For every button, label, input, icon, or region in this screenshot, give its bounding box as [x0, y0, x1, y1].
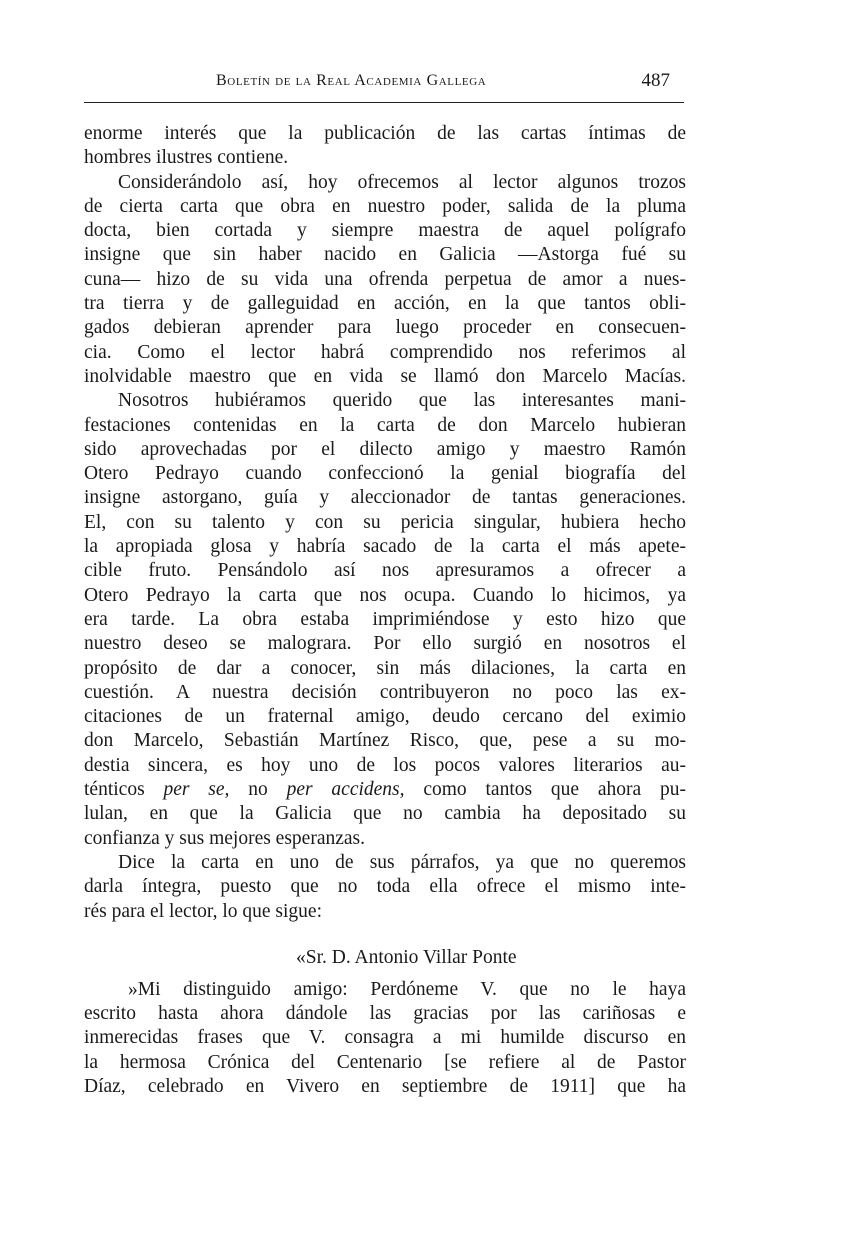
text-line: Considerándolo así, hoy ofrecemos al lector algunos trozos: [118, 171, 686, 193]
text-line: destia sincera, es hoy uno de los pocos valores literarios au-: [84, 754, 686, 776]
text-line: Otero Pedrayo la carta que nos ocupa. Cuando lo hicimos, ya: [84, 584, 686, 606]
text-run: no: [229, 779, 287, 801]
paragraph-4: [84, 851, 686, 924]
text-line: lulan, en que la Galicia que no cambia ha depositado su: [84, 803, 686, 825]
paragraph-1: [84, 122, 686, 171]
paragraph-2: [84, 171, 686, 390]
text-line: confianza y sus mejores esperanzas.: [84, 827, 366, 849]
text-line: rés para el lector, lo que sigue:: [84, 900, 322, 922]
page-number: 487: [641, 70, 670, 91]
text-line: la apropiada glosa y habría sacado de la carta el más apete-: [84, 536, 686, 558]
text-line: festaciones contenidas en la carta de don Marcelo hubieran: [84, 414, 686, 436]
text-line: don Marcelo, Sebastián Martínez Risco, que, pese a su mo-: [84, 730, 686, 752]
text-line: de cierta carta que obra en nuestro poder, salida de la pluma: [84, 195, 686, 217]
text-line: cible fruto. Pensándolo así nos apresuramos a ofrecer a: [84, 560, 686, 582]
text-line: era tarde. La obra estaba imprimiéndose y esto hizo que: [84, 608, 686, 630]
text-line: citaciones de un fraternal amigo, deudo cercano del eximio: [84, 706, 686, 728]
paragraph-3: [84, 389, 686, 851]
text-line: darla íntegra, puesto que no toda ella ofrece el mismo inte-: [84, 876, 686, 898]
text-line: cia. Como el lector habrá comprendido nos referimos al: [84, 341, 686, 363]
text-line: nuestro deseo se malograra. Por ello surgió en nosotros el: [84, 633, 686, 655]
text-line: El, con su talento y con su pericia singular, hubiera hecho: [84, 511, 686, 533]
text-line: gados debieran aprender para luego proceder en consecuen-: [84, 317, 686, 339]
letter-quote: [84, 938, 686, 1099]
text-line: docta, bien cortada y siempre maestra de aquel polígrafo: [84, 220, 686, 242]
text-line-italic-mix: [84, 778, 686, 802]
text-line: insigne que sin haber nacido en Galicia —Astorga fué su: [84, 244, 686, 266]
running-title: Boletín de la Real Academia Gallega: [216, 72, 487, 89]
text-line: tra tierra y de galleguidad en acción, en la que tantos obli-: [84, 293, 686, 315]
text-line: cuna— hizo de su vida una ofrenda perpetua de amor a nues-: [84, 268, 686, 290]
spacer: [84, 924, 686, 938]
text-line: Otero Pedrayo cuando confeccionó la genial biografía del: [84, 463, 686, 485]
letter-salutation: «Sr. D. Antonio Villar Ponte: [296, 946, 517, 968]
text-line: la hermosa Crónica del Centenario [se refiere al de Pastor: [84, 1051, 686, 1073]
text-line: Nosotros hubiéramos querido que las interesantes mani-: [118, 390, 686, 412]
text-line: inolvidable maestro que en vida se llamó don Marcelo Macías.: [84, 365, 686, 387]
text-line: Díaz, celebrado en Vivero en septiembre de 1911] que ha: [84, 1075, 686, 1097]
text-line: insigne astorgano, guía y aleccionador de tantas generaciones.: [84, 487, 686, 509]
text-line: »Mi distinguido amigo: Perdóneme V. que no le haya: [128, 978, 686, 1000]
italic-run: per se,: [163, 779, 230, 801]
body-text: [84, 122, 686, 1099]
text-line: sido aprovechadas por el dilecto amigo y maestro Ramón: [84, 438, 686, 460]
page-header: [84, 68, 684, 103]
text-line: enorme interés que la publicación de las cartas íntimas de: [84, 123, 686, 144]
text-run: como tantos que ahora pu-: [404, 779, 687, 801]
text-line: inmerecidas frases que V. consagra a mi humilde discurso en: [84, 1027, 686, 1049]
text-line: Dice la carta en uno de sus párrafos, ya que no queremos: [118, 851, 686, 873]
italic-run: per accidens,: [286, 779, 405, 801]
text-run: ténticos: [84, 779, 164, 801]
text-line: propósito de dar a conocer, sin más dilaciones, la carta en: [84, 657, 686, 679]
text-line: hombres ilustres contiene.: [84, 147, 289, 169]
text-line: cuestión. A nuestra decisión contribuyeron no poco las ex-: [84, 681, 686, 703]
text-line: escrito hasta ahora dándole las gracias por las cariñosas e: [84, 1003, 686, 1025]
